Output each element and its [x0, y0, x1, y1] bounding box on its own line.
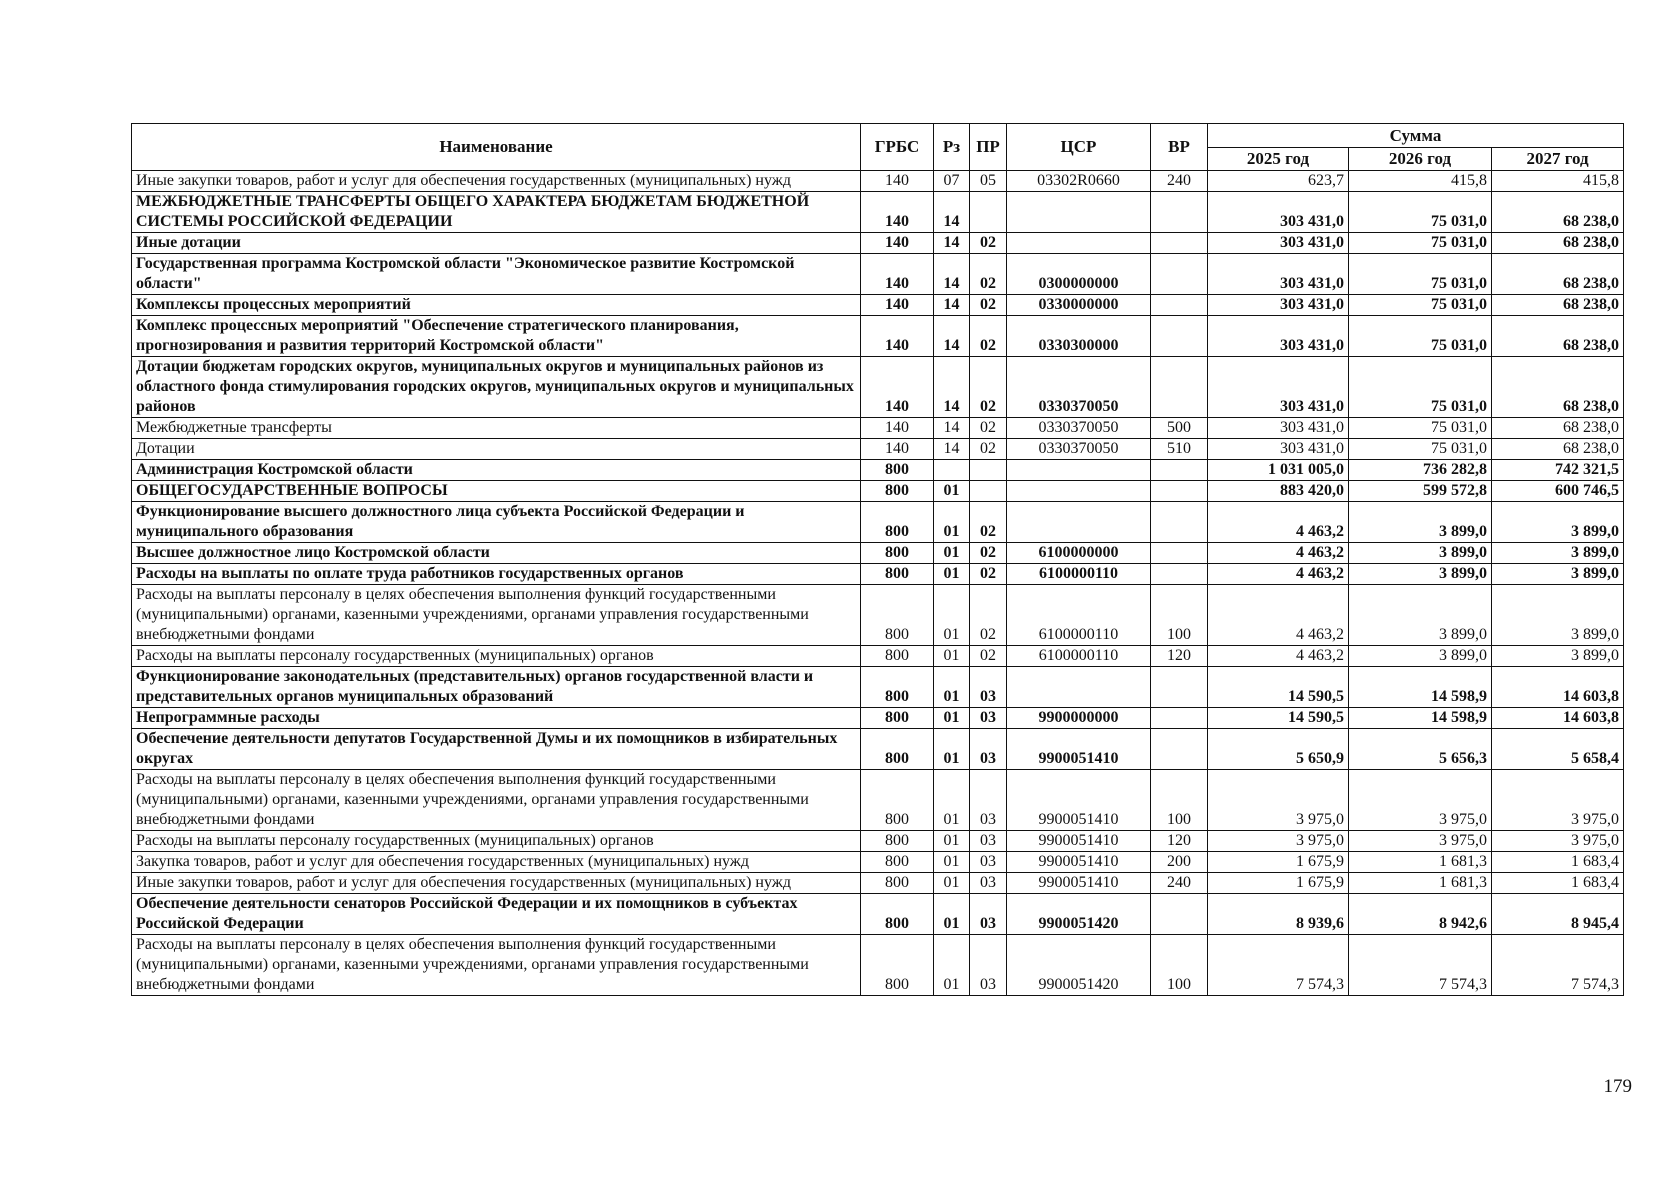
cell-2027: 3 899,0 — [1492, 646, 1624, 667]
cell-vr — [1151, 729, 1208, 770]
cell-name: Расходы на выплаты персоналу в целях обеспечения выполнения функций государственными (муниципальными) органами, казенными учреждениями, органами управления государственными внебюджетными фондами — [132, 585, 861, 646]
cell-2026: 75 031,0 — [1349, 316, 1492, 357]
table-row — [132, 708, 1624, 729]
header-year-2027: 2027 год — [1492, 148, 1624, 171]
cell-grbs: 800 — [861, 585, 934, 646]
cell-vr: 100 — [1151, 770, 1208, 831]
cell-rz: 01 — [934, 894, 970, 935]
header-year-2026: 2026 год — [1349, 148, 1492, 171]
table-row — [132, 770, 1624, 831]
cell-vr: 100 — [1151, 585, 1208, 646]
cell-grbs: 140 — [861, 192, 934, 233]
cell-grbs: 800 — [861, 708, 934, 729]
cell-csr — [1007, 667, 1151, 708]
cell-grbs: 140 — [861, 418, 934, 439]
table-row — [132, 667, 1624, 708]
cell-grbs: 140 — [861, 295, 934, 316]
table-row — [132, 418, 1624, 439]
cell-vr — [1151, 564, 1208, 585]
cell-2027: 68 238,0 — [1492, 295, 1624, 316]
cell-2025: 303 431,0 — [1208, 418, 1349, 439]
table-row — [132, 460, 1624, 481]
cell-name: Непрограммные расходы — [132, 708, 861, 729]
cell-2025: 4 463,2 — [1208, 646, 1349, 667]
cell-2025: 8 939,6 — [1208, 894, 1349, 935]
cell-rz: 01 — [934, 852, 970, 873]
cell-name: Иные дотации — [132, 233, 861, 254]
cell-grbs: 800 — [861, 543, 934, 564]
cell-pr: 03 — [970, 770, 1007, 831]
cell-grbs: 140 — [861, 316, 934, 357]
header-name: Наименование — [132, 124, 861, 171]
cell-2027: 3 975,0 — [1492, 770, 1624, 831]
cell-grbs: 800 — [861, 873, 934, 894]
cell-name: Администрация Костромской области — [132, 460, 861, 481]
cell-rz: 07 — [934, 171, 970, 192]
table-row — [132, 316, 1624, 357]
cell-name: Иные закупки товаров, работ и услуг для обеспечения государственных (муниципальных) нужд — [132, 873, 861, 894]
cell-2027: 68 238,0 — [1492, 316, 1624, 357]
header-pr: ПР — [970, 124, 1007, 171]
cell-name: Закупка товаров, работ и услуг для обеспечения государственных (муниципальных) нужд — [132, 852, 861, 873]
cell-rz: 01 — [934, 564, 970, 585]
cell-vr: 240 — [1151, 873, 1208, 894]
cell-2025: 1 675,9 — [1208, 852, 1349, 873]
cell-rz: 14 — [934, 357, 970, 418]
cell-vr — [1151, 295, 1208, 316]
table-row — [132, 254, 1624, 295]
cell-rz: 01 — [934, 935, 970, 996]
cell-csr: 0330370050 — [1007, 418, 1151, 439]
cell-vr — [1151, 667, 1208, 708]
cell-2025: 3 975,0 — [1208, 831, 1349, 852]
cell-rz — [934, 460, 970, 481]
cell-2026: 415,8 — [1349, 171, 1492, 192]
cell-2027: 68 238,0 — [1492, 192, 1624, 233]
cell-name: Комплекс процессных мероприятий "Обеспечение стратегического планирования, прогнозирования и развития территорий Костромской области" — [132, 316, 861, 357]
cell-2025: 4 463,2 — [1208, 564, 1349, 585]
cell-2027: 68 238,0 — [1492, 233, 1624, 254]
cell-2027: 415,8 — [1492, 171, 1624, 192]
cell-pr: 03 — [970, 831, 1007, 852]
cell-vr — [1151, 502, 1208, 543]
cell-2027: 14 603,8 — [1492, 667, 1624, 708]
cell-pr — [970, 460, 1007, 481]
cell-2027: 1 683,4 — [1492, 873, 1624, 894]
cell-rz: 01 — [934, 481, 970, 502]
table-row — [132, 295, 1624, 316]
cell-2026: 5 656,3 — [1349, 729, 1492, 770]
cell-vr — [1151, 481, 1208, 502]
cell-rz: 01 — [934, 729, 970, 770]
table-row — [132, 852, 1624, 873]
cell-name: Расходы на выплаты персоналу в целях обеспечения выполнения функций государственными (муниципальными) органами, казенными учреждениями, органами управления государственными внебюджетными фондами — [132, 770, 861, 831]
cell-2025: 4 463,2 — [1208, 502, 1349, 543]
cell-csr: 6100000110 — [1007, 646, 1151, 667]
budget-table — [131, 123, 1624, 996]
table-row — [132, 564, 1624, 585]
cell-vr — [1151, 192, 1208, 233]
cell-2025: 3 975,0 — [1208, 770, 1349, 831]
table-row — [132, 502, 1624, 543]
cell-2026: 75 031,0 — [1349, 418, 1492, 439]
cell-2026: 599 572,8 — [1349, 481, 1492, 502]
header-year-2025: 2025 год — [1208, 148, 1349, 171]
cell-name: Расходы на выплаты персоналу в целях обеспечения выполнения функций государственными (муниципальными) органами, казенными учреждениями, органами управления государственными внебюджетными фондами — [132, 935, 861, 996]
cell-2025: 5 650,9 — [1208, 729, 1349, 770]
cell-2026: 75 031,0 — [1349, 254, 1492, 295]
table-row — [132, 894, 1624, 935]
cell-csr: 0330370050 — [1007, 439, 1151, 460]
cell-2027: 5 658,4 — [1492, 729, 1624, 770]
cell-2027: 600 746,5 — [1492, 481, 1624, 502]
cell-2025: 303 431,0 — [1208, 439, 1349, 460]
cell-rz: 01 — [934, 770, 970, 831]
cell-2026: 14 598,9 — [1349, 708, 1492, 729]
cell-2025: 303 431,0 — [1208, 316, 1349, 357]
cell-rz: 14 — [934, 233, 970, 254]
cell-2027: 68 238,0 — [1492, 418, 1624, 439]
cell-name: Государственная программа Костромской области "Экономическое развитие Костромской области" — [132, 254, 861, 295]
cell-rz: 14 — [934, 316, 970, 357]
cell-csr: 6100000110 — [1007, 564, 1151, 585]
cell-pr: 03 — [970, 894, 1007, 935]
cell-2026: 75 031,0 — [1349, 295, 1492, 316]
cell-grbs: 140 — [861, 439, 934, 460]
table-row — [132, 873, 1624, 894]
cell-2025: 303 431,0 — [1208, 295, 1349, 316]
cell-2026: 3 975,0 — [1349, 831, 1492, 852]
cell-2025: 303 431,0 — [1208, 192, 1349, 233]
cell-pr: 03 — [970, 873, 1007, 894]
cell-csr: 9900051410 — [1007, 770, 1151, 831]
cell-2026: 3 899,0 — [1349, 585, 1492, 646]
cell-2027: 68 238,0 — [1492, 439, 1624, 460]
cell-name: Расходы на выплаты по оплате труда работников государственных органов — [132, 564, 861, 585]
cell-csr: 9900051410 — [1007, 831, 1151, 852]
table-body — [132, 171, 1624, 996]
header-vr: ВР — [1151, 124, 1208, 171]
cell-name: Обеспечение деятельности депутатов Государственной Думы и их помощников в избирательных округах — [132, 729, 861, 770]
cell-vr — [1151, 316, 1208, 357]
cell-csr: 6100000110 — [1007, 585, 1151, 646]
cell-2026: 8 942,6 — [1349, 894, 1492, 935]
cell-grbs: 800 — [861, 481, 934, 502]
cell-rz: 01 — [934, 502, 970, 543]
cell-csr: 03302R0660 — [1007, 171, 1151, 192]
cell-pr: 02 — [970, 357, 1007, 418]
cell-csr — [1007, 481, 1151, 502]
cell-2027: 68 238,0 — [1492, 357, 1624, 418]
cell-rz: 14 — [934, 439, 970, 460]
cell-2025: 623,7 — [1208, 171, 1349, 192]
cell-2027: 7 574,3 — [1492, 935, 1624, 996]
cell-grbs: 800 — [861, 502, 934, 543]
cell-pr: 02 — [970, 585, 1007, 646]
cell-vr: 120 — [1151, 831, 1208, 852]
cell-grbs: 140 — [861, 171, 934, 192]
cell-csr: 9900051410 — [1007, 852, 1151, 873]
cell-name: Обеспечение деятельности сенаторов Российской Федерации и их помощников в субъектах Российской Федерации — [132, 894, 861, 935]
cell-pr: 05 — [970, 171, 1007, 192]
cell-grbs: 800 — [861, 460, 934, 481]
header-grbs: ГРБС — [861, 124, 934, 171]
cell-csr: 0330370050 — [1007, 357, 1151, 418]
cell-rz: 01 — [934, 667, 970, 708]
cell-name: Высшее должностное лицо Костромской области — [132, 543, 861, 564]
cell-vr — [1151, 708, 1208, 729]
cell-csr — [1007, 192, 1151, 233]
cell-csr: 9900051410 — [1007, 873, 1151, 894]
cell-name: Функционирование законодательных (представительных) органов государственной власти и представительных органов муниципальных образований — [132, 667, 861, 708]
cell-pr: 03 — [970, 935, 1007, 996]
cell-rz: 14 — [934, 418, 970, 439]
cell-2025: 1 031 005,0 — [1208, 460, 1349, 481]
cell-2025: 4 463,2 — [1208, 543, 1349, 564]
table-row — [132, 481, 1624, 502]
cell-2026: 3 899,0 — [1349, 502, 1492, 543]
cell-2026: 3 899,0 — [1349, 564, 1492, 585]
cell-grbs: 800 — [861, 935, 934, 996]
cell-2027: 3 899,0 — [1492, 585, 1624, 646]
cell-csr — [1007, 460, 1151, 481]
cell-pr: 03 — [970, 852, 1007, 873]
cell-2025: 1 675,9 — [1208, 873, 1349, 894]
cell-2026: 14 598,9 — [1349, 667, 1492, 708]
cell-2025: 303 431,0 — [1208, 357, 1349, 418]
cell-2026: 3 899,0 — [1349, 646, 1492, 667]
cell-vr: 510 — [1151, 439, 1208, 460]
cell-name: Дотации — [132, 439, 861, 460]
cell-vr: 200 — [1151, 852, 1208, 873]
cell-vr: 240 — [1151, 171, 1208, 192]
cell-grbs: 800 — [861, 852, 934, 873]
cell-2026: 1 681,3 — [1349, 852, 1492, 873]
cell-name: Дотации бюджетам городских округов, муниципальных округов и муниципальных районов из областного фонда стимулирования городских округов, муниципальных округов и муниципальных районов — [132, 357, 861, 418]
cell-pr: 02 — [970, 564, 1007, 585]
cell-vr — [1151, 233, 1208, 254]
cell-2025: 303 431,0 — [1208, 254, 1349, 295]
cell-grbs: 800 — [861, 894, 934, 935]
cell-vr: 100 — [1151, 935, 1208, 996]
cell-2026: 75 031,0 — [1349, 233, 1492, 254]
cell-csr: 0330300000 — [1007, 316, 1151, 357]
header-sum: Сумма — [1208, 124, 1624, 148]
cell-2025: 7 574,3 — [1208, 935, 1349, 996]
cell-rz: 14 — [934, 192, 970, 233]
cell-grbs: 800 — [861, 646, 934, 667]
cell-2027: 1 683,4 — [1492, 852, 1624, 873]
cell-vr — [1151, 894, 1208, 935]
cell-2026: 75 031,0 — [1349, 439, 1492, 460]
cell-csr — [1007, 502, 1151, 543]
cell-csr: 0300000000 — [1007, 254, 1151, 295]
cell-pr: 02 — [970, 543, 1007, 564]
cell-vr — [1151, 543, 1208, 564]
cell-2026: 75 031,0 — [1349, 192, 1492, 233]
cell-grbs: 140 — [861, 233, 934, 254]
cell-vr — [1151, 357, 1208, 418]
cell-pr: 02 — [970, 502, 1007, 543]
cell-2026: 75 031,0 — [1349, 357, 1492, 418]
cell-grbs: 140 — [861, 254, 934, 295]
cell-pr: 02 — [970, 254, 1007, 295]
cell-vr: 500 — [1151, 418, 1208, 439]
cell-csr: 9900000000 — [1007, 708, 1151, 729]
cell-2027: 3 899,0 — [1492, 502, 1624, 543]
cell-2025: 14 590,5 — [1208, 708, 1349, 729]
cell-rz: 01 — [934, 646, 970, 667]
cell-2026: 736 282,8 — [1349, 460, 1492, 481]
table-row — [132, 171, 1624, 192]
cell-2026: 3 975,0 — [1349, 770, 1492, 831]
cell-2027: 3 975,0 — [1492, 831, 1624, 852]
cell-grbs: 800 — [861, 770, 934, 831]
cell-rz: 01 — [934, 708, 970, 729]
cell-grbs: 800 — [861, 831, 934, 852]
cell-2027: 14 603,8 — [1492, 708, 1624, 729]
header-csr: ЦСР — [1007, 124, 1151, 171]
cell-csr: 9900051420 — [1007, 894, 1151, 935]
cell-name: Межбюджетные трансферты — [132, 418, 861, 439]
cell-rz: 01 — [934, 873, 970, 894]
cell-name: Расходы на выплаты персоналу государственных (муниципальных) органов — [132, 831, 861, 852]
header-rz: Рз — [934, 124, 970, 171]
table-row — [132, 935, 1624, 996]
table-row — [132, 831, 1624, 852]
cell-csr: 9900051420 — [1007, 935, 1151, 996]
cell-rz: 01 — [934, 543, 970, 564]
cell-pr: 02 — [970, 233, 1007, 254]
cell-vr — [1151, 254, 1208, 295]
cell-csr: 9900051410 — [1007, 729, 1151, 770]
cell-name: Комплексы процессных мероприятий — [132, 295, 861, 316]
cell-grbs: 800 — [861, 729, 934, 770]
cell-pr: 03 — [970, 708, 1007, 729]
table-row — [132, 357, 1624, 418]
cell-name: Функционирование высшего должностного лица субъекта Российской Федерации и муниципального образования — [132, 502, 861, 543]
table-row — [132, 439, 1624, 460]
cell-csr: 0330000000 — [1007, 295, 1151, 316]
cell-csr: 6100000000 — [1007, 543, 1151, 564]
cell-name: Иные закупки товаров, работ и услуг для обеспечения государственных (муниципальных) нужд — [132, 171, 861, 192]
cell-2025: 14 590,5 — [1208, 667, 1349, 708]
cell-rz: 14 — [934, 295, 970, 316]
cell-2025: 4 463,2 — [1208, 585, 1349, 646]
cell-name: Расходы на выплаты персоналу государственных (муниципальных) органов — [132, 646, 861, 667]
cell-2027: 742 321,5 — [1492, 460, 1624, 481]
cell-csr — [1007, 233, 1151, 254]
table-row — [132, 233, 1624, 254]
table-row — [132, 646, 1624, 667]
cell-pr — [970, 192, 1007, 233]
cell-pr: 02 — [970, 295, 1007, 316]
table-row — [132, 729, 1624, 770]
cell-vr: 120 — [1151, 646, 1208, 667]
cell-rz: 14 — [934, 254, 970, 295]
cell-pr: 03 — [970, 729, 1007, 770]
cell-rz: 01 — [934, 585, 970, 646]
cell-pr: 02 — [970, 418, 1007, 439]
table-row — [132, 585, 1624, 646]
cell-pr — [970, 481, 1007, 502]
cell-2027: 68 238,0 — [1492, 254, 1624, 295]
cell-2026: 1 681,3 — [1349, 873, 1492, 894]
cell-pr: 03 — [970, 667, 1007, 708]
cell-2025: 883 420,0 — [1208, 481, 1349, 502]
cell-vr — [1151, 460, 1208, 481]
cell-2027: 3 899,0 — [1492, 564, 1624, 585]
page-number: 179 — [1603, 1076, 1632, 1097]
cell-2025: 303 431,0 — [1208, 233, 1349, 254]
cell-2027: 8 945,4 — [1492, 894, 1624, 935]
cell-grbs: 800 — [861, 564, 934, 585]
table-row — [132, 543, 1624, 564]
cell-2027: 3 899,0 — [1492, 543, 1624, 564]
cell-pr: 02 — [970, 439, 1007, 460]
cell-name: МЕЖБЮДЖЕТНЫЕ ТРАНСФЕРТЫ ОБЩЕГО ХАРАКТЕРА БЮДЖЕТАМ БЮДЖЕТНОЙ СИСТЕМЫ РОССИЙСКОЙ ФЕДЕРАЦИИ — [132, 192, 861, 233]
table-row — [132, 192, 1624, 233]
cell-pr: 02 — [970, 646, 1007, 667]
cell-grbs: 800 — [861, 667, 934, 708]
cell-name: ОБЩЕГОСУДАРСТВЕННЫЕ ВОПРОСЫ — [132, 481, 861, 502]
cell-2026: 3 899,0 — [1349, 543, 1492, 564]
cell-rz: 01 — [934, 831, 970, 852]
cell-grbs: 140 — [861, 357, 934, 418]
cell-pr: 02 — [970, 316, 1007, 357]
cell-2026: 7 574,3 — [1349, 935, 1492, 996]
